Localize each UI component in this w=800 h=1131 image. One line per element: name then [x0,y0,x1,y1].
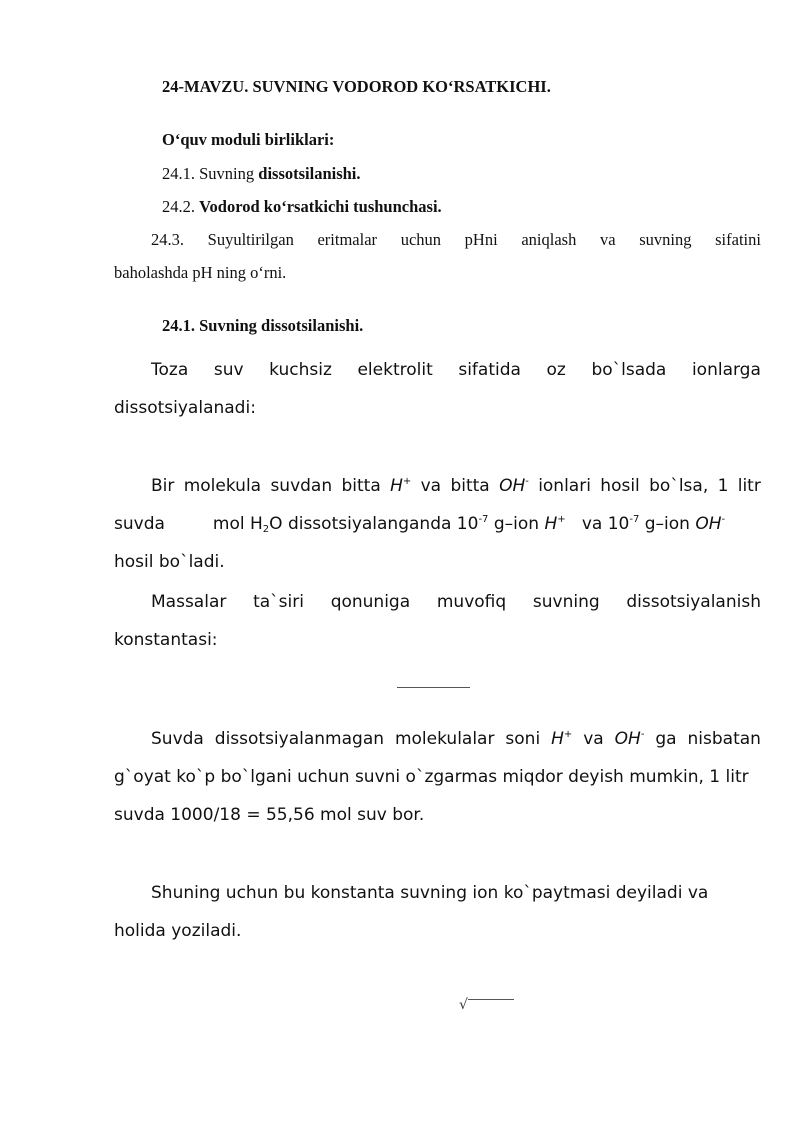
paragraph-4-line-3: suvda 1000/18 = 55,56 mol suv bor. [114,805,425,825]
modules-heading: O‘quv moduli birliklari: [162,130,335,149]
square-root-bar [468,999,514,1000]
paragraph-5-line-2: holida yoziladi. [114,921,242,941]
module-item-2 [162,197,442,217]
paragraph-3-line-1: Massalar ta`siri qonuniga muvofiq suvning dissotsiyalanish [151,592,761,612]
paragraph-1-line-1: Toza suv kuchsiz elektrolit sifatida oz bo`lsada ionlarga [151,360,761,380]
paragraph-1-line-2: dissotsiyalanadi: [114,398,256,418]
section-heading: 24.1. Suvning dissotsilanishi. [162,316,364,335]
module-item-2-title: Vodorod ko‘rsatkichi tushunchasi. [199,197,442,216]
paragraph-4-line-2: g`oyat ko`p bo`lgani uchun suvni o`zgarmas miqdor deyish mumkin, 1 litr [114,767,749,787]
paragraph-4-line-1: Suvda dissotsiyalanmagan molekulalar soni H+ va OH- ga nisbatan [151,729,761,749]
module-item-1-number: 24.1. Suvning [162,164,255,183]
module-item-1-title: dissotsilanishi. [258,164,361,183]
page-title: 24-MAVZU. SUVNING VODOROD KO‘RSATKICHI. [162,77,551,96]
paragraph-3-line-2: konstantasi: [114,630,218,650]
paragraph-2-line-3: hosil bo`ladi. [114,552,225,572]
module-item-3-line-2: baholashda pH ning o‘rni. [114,263,287,282]
formula-fraction-line [397,687,470,688]
paragraph-2-line-2: suvda mol $H_2O$ dissotsiyalanganda $10^{-7}$ g–ion H+ va $10^{-7}$ g–ion OH- [114,514,726,535]
module-item-2-number: 24.2. [162,197,195,216]
module-item-1 [162,164,361,184]
paragraph-5-line-1: Shuning uchun bu konstanta suvning ion ko`paytmasi deyiladi va [151,883,709,903]
square-root-symbol: √ [459,997,468,1013]
module-item-3-line-1: 24.3. Suyultirilgan eritmalar uchun pHni aniqlash va suvning sifatini [151,230,761,249]
paragraph-2-line-1: Bir molekula suvdan bitta H+ va bitta OH- ionlari hosil bo`lsa, 1 litr [151,476,761,496]
